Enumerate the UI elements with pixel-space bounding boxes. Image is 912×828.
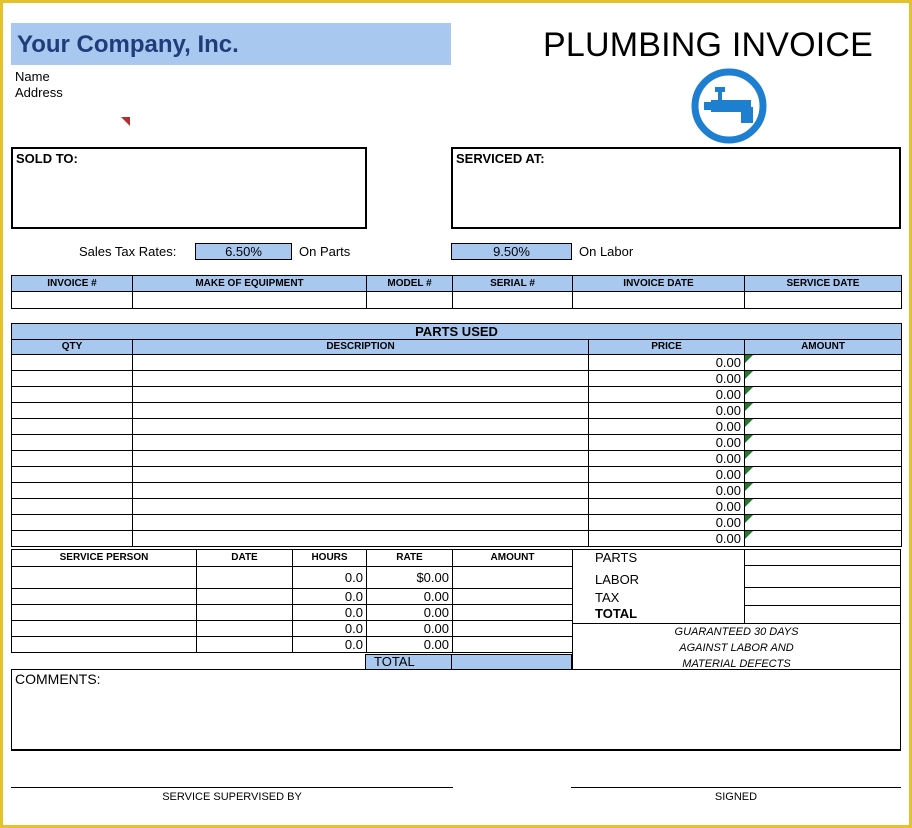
amount-cell[interactable] — [745, 531, 902, 547]
description-header: DESCRIPTION — [133, 340, 589, 355]
rate-cell[interactable]: $0.00 — [367, 567, 453, 589]
service-person-cell[interactable] — [12, 621, 197, 637]
summary-parts-label: PARTS — [595, 550, 638, 565]
serial-header: SERIAL # — [453, 276, 573, 292]
amount-cell[interactable] — [745, 387, 902, 403]
amount-cell[interactable] — [745, 499, 902, 515]
summary-total-label: TOTAL — [595, 606, 638, 621]
supervised-label: SERVICE SUPERVISED BY — [162, 791, 302, 803]
company-name: Your Company, Inc. — [11, 23, 451, 65]
guarantee-line-2: AGAINST LABOR AND — [679, 642, 794, 654]
invoice-date-header: INVOICE DATE — [573, 276, 745, 292]
formula-indicator-icon — [745, 355, 753, 363]
amount-cell[interactable] — [745, 419, 902, 435]
qty-cell[interactable] — [12, 467, 133, 483]
invoice-number-cell[interactable] — [12, 292, 133, 309]
amount-cell[interactable] — [745, 435, 902, 451]
on-parts-label: On Parts — [299, 244, 351, 259]
parts-row — [12, 499, 902, 515]
qty-cell[interactable] — [12, 531, 133, 547]
parts-row — [12, 435, 902, 451]
amount-cell[interactable] — [745, 483, 902, 499]
amount-cell[interactable] — [745, 451, 902, 467]
description-cell[interactable] — [133, 371, 589, 387]
hours-cell[interactable]: 0.0 — [293, 605, 367, 621]
invoice-date-cell[interactable] — [573, 292, 745, 309]
labor-row — [12, 589, 573, 605]
service-person-cell[interactable] — [12, 567, 197, 589]
formula-indicator-icon — [745, 387, 753, 395]
price-cell[interactable]: 0.00 — [589, 419, 745, 435]
make-header: MAKE OF EQUIPMENT — [133, 276, 367, 292]
formula-indicator-icon — [745, 499, 753, 507]
hours-header: HOURS — [293, 550, 367, 567]
formula-indicator-icon — [745, 435, 753, 443]
price-cell[interactable]: 0.00 — [589, 531, 745, 547]
on-labor-label: On Labor — [579, 244, 634, 259]
description-cell[interactable] — [133, 531, 589, 547]
hours-cell[interactable]: 0.0 — [293, 567, 367, 589]
invoice-info-table — [11, 275, 902, 309]
description-cell[interactable] — [133, 403, 589, 419]
model-header: MODEL # — [367, 276, 453, 292]
description-cell[interactable] — [133, 355, 589, 371]
description-cell[interactable] — [133, 515, 589, 531]
supervised-signature-line[interactable] — [11, 787, 453, 788]
description-cell[interactable] — [133, 387, 589, 403]
labor-row — [12, 567, 573, 589]
hours-cell[interactable]: 0.0 — [293, 621, 367, 637]
service-date-cell[interactable] — [745, 292, 902, 309]
description-cell[interactable] — [133, 451, 589, 467]
price-cell[interactable]: 0.00 — [589, 387, 745, 403]
amount-cell[interactable] — [745, 371, 902, 387]
sold-to-label: SOLD TO: — [16, 151, 78, 166]
labor-amount-cell[interactable] — [453, 637, 573, 653]
make-cell[interactable] — [133, 292, 367, 309]
formula-indicator-icon — [745, 371, 753, 379]
signed-signature-line[interactable] — [571, 787, 901, 788]
guarantee-line-3: MATERIAL DEFECTS — [682, 658, 791, 670]
serial-cell[interactable] — [453, 292, 573, 309]
parts-tax-rate[interactable]: 6.50% — [195, 243, 292, 260]
description-cell[interactable] — [133, 483, 589, 499]
labor-amount-cell[interactable] — [453, 621, 573, 637]
service-person-cell[interactable] — [12, 605, 197, 621]
price-header: PRICE — [589, 340, 745, 355]
signed-label: SIGNED — [714, 791, 758, 803]
parts-row — [12, 371, 902, 387]
qty-cell[interactable] — [12, 403, 133, 419]
comments-label: COMMENTS: — [15, 671, 101, 687]
formula-indicator-icon — [745, 515, 753, 523]
invoice-title: PLUMBING INVOICE — [543, 26, 874, 64]
parts-row — [12, 403, 902, 419]
description-cell[interactable] — [133, 499, 589, 515]
price-cell[interactable]: 0.00 — [589, 499, 745, 515]
model-cell[interactable] — [367, 292, 453, 309]
summary-box — [572, 549, 901, 624]
labor-row — [12, 637, 573, 653]
guarantee-box — [572, 623, 901, 670]
description-cell[interactable] — [133, 435, 589, 451]
qty-cell[interactable] — [12, 371, 133, 387]
invoice-number-header: INVOICE # — [12, 276, 133, 292]
price-cell[interactable]: 0.00 — [589, 435, 745, 451]
labor-date-cell[interactable] — [197, 589, 293, 605]
parts-row — [12, 483, 902, 499]
qty-cell[interactable] — [12, 483, 133, 499]
rate-cell[interactable]: 0.00 — [367, 637, 453, 653]
labor-total-label: TOTAL — [365, 654, 452, 670]
parts-row — [12, 531, 902, 547]
labor-amount-cell[interactable] — [453, 589, 573, 605]
price-cell[interactable]: 0.00 — [589, 467, 745, 483]
service-person-cell[interactable] — [12, 589, 197, 605]
service-person-cell[interactable] — [12, 637, 197, 653]
sold-to-box[interactable] — [11, 147, 367, 229]
faucet-icon — [689, 67, 769, 145]
address-label: Address — [15, 85, 63, 100]
rate-cell[interactable]: 0.00 — [367, 621, 453, 637]
guarantee-line-1: GUARANTEED 30 DAYS — [674, 626, 799, 638]
price-cell[interactable]: 0.00 — [589, 403, 745, 419]
summary-labor-label: LABOR — [595, 572, 640, 587]
qty-cell[interactable] — [12, 355, 133, 371]
labor-date-header: DATE — [197, 550, 293, 567]
comment-indicator-icon — [121, 117, 130, 126]
comments-box[interactable] — [11, 669, 901, 751]
labor-total-value[interactable] — [451, 654, 572, 670]
labor-date-cell[interactable] — [197, 605, 293, 621]
price-cell[interactable]: 0.00 — [589, 483, 745, 499]
amount-header: AMOUNT — [745, 340, 902, 355]
formula-indicator-icon — [745, 403, 753, 411]
labor-date-cell[interactable] — [197, 621, 293, 637]
service-date-header: SERVICE DATE — [745, 276, 902, 292]
parts-row — [12, 451, 902, 467]
price-cell[interactable]: 0.00 — [589, 371, 745, 387]
qty-cell[interactable] — [12, 515, 133, 531]
parts-row — [12, 419, 902, 435]
labor-row — [12, 621, 573, 637]
name-label: Name — [15, 69, 50, 84]
qty-cell[interactable] — [12, 451, 133, 467]
amount-cell[interactable] — [745, 467, 902, 483]
formula-indicator-icon — [745, 531, 753, 539]
parts-table — [11, 323, 902, 547]
qty-header: QTY — [12, 340, 133, 355]
serviced-at-label: SERVICED AT: — [456, 151, 545, 166]
amount-cell[interactable] — [745, 515, 902, 531]
labor-amount-header: AMOUNT — [453, 550, 573, 567]
service-person-header: SERVICE PERSON — [12, 550, 197, 567]
price-cell[interactable]: 0.00 — [589, 355, 745, 371]
serviced-at-box[interactable] — [451, 147, 901, 229]
labor-date-cell[interactable] — [197, 567, 293, 589]
price-cell[interactable]: 0.00 — [589, 451, 745, 467]
labor-table — [11, 549, 573, 653]
parts-row — [12, 515, 902, 531]
hours-cell[interactable]: 0.0 — [293, 589, 367, 605]
labor-date-cell[interactable] — [197, 637, 293, 653]
parts-row — [12, 387, 902, 403]
description-cell[interactable] — [133, 467, 589, 483]
parts-row — [12, 355, 902, 371]
summary-tax-label: TAX — [595, 590, 620, 605]
rate-header: RATE — [367, 550, 453, 567]
amount-cell[interactable] — [745, 403, 902, 419]
labor-amount-cell[interactable] — [453, 567, 573, 589]
parts-row — [12, 467, 902, 483]
description-cell[interactable] — [133, 419, 589, 435]
labor-amount-cell[interactable] — [453, 605, 573, 621]
labor-row — [12, 605, 573, 621]
price-cell[interactable]: 0.00 — [589, 515, 745, 531]
hours-cell[interactable]: 0.0 — [293, 637, 367, 653]
rate-cell[interactable]: 0.00 — [367, 605, 453, 621]
formula-indicator-icon — [745, 483, 753, 491]
formula-indicator-icon — [745, 451, 753, 459]
formula-indicator-icon — [745, 467, 753, 475]
tax-rates-label: Sales Tax Rates: — [79, 244, 177, 259]
amount-cell[interactable] — [745, 355, 902, 371]
parts-title: PARTS USED — [12, 324, 902, 340]
qty-cell[interactable] — [12, 387, 133, 403]
qty-cell[interactable] — [12, 435, 133, 451]
qty-cell[interactable] — [12, 419, 133, 435]
formula-indicator-icon — [745, 419, 753, 427]
labor-tax-rate[interactable]: 9.50% — [451, 243, 572, 260]
qty-cell[interactable] — [12, 499, 133, 515]
rate-cell[interactable]: 0.00 — [367, 589, 453, 605]
